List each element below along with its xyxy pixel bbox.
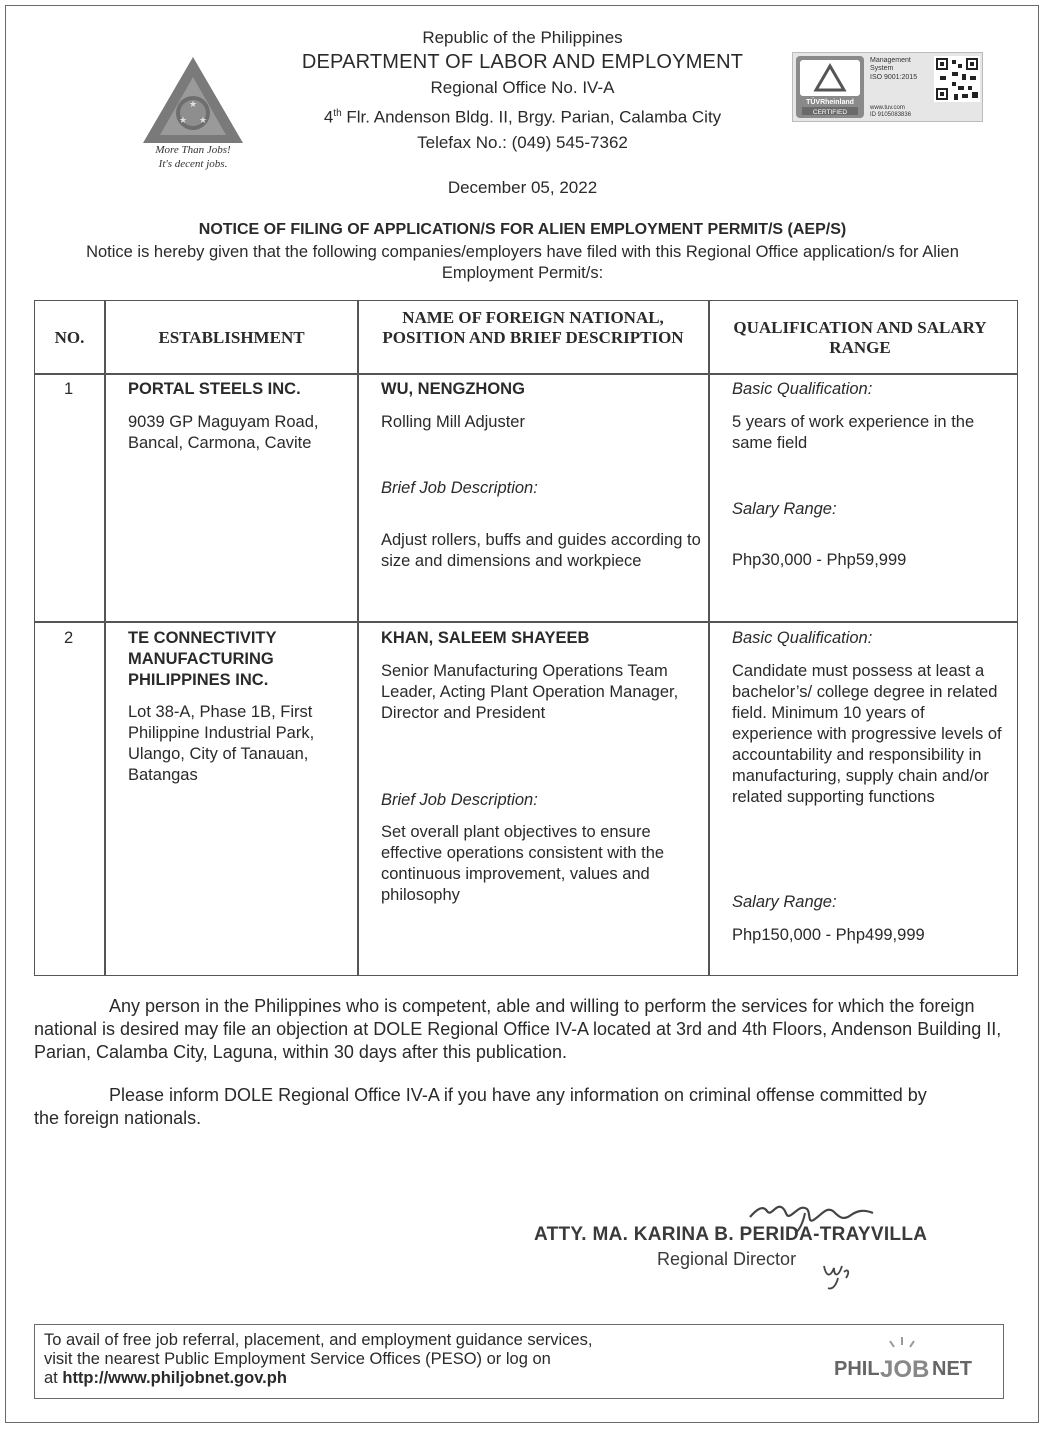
svg-text:ISO 9001:2015: ISO 9001:2015 (870, 74, 918, 81)
svg-text:www.tuv.com: www.tuv.com (870, 105, 905, 111)
tuv-certification-badge (792, 52, 983, 122)
header-establishment: ESTABLISHMENT (158, 328, 305, 347)
dole-logo (138, 55, 248, 173)
telefax: Telefax No.: (049) 545-7362 (417, 132, 628, 152)
row1-brief: Adjust rollers, buffs and guides according to size and dimensions and workpiece (381, 531, 701, 570)
svg-text:System: System (870, 65, 894, 72)
row2-no: 2 (64, 629, 74, 647)
aep-applications-table (34, 300, 1018, 976)
row1-name: WU, NENGZHONG (381, 380, 525, 398)
signatory-name: ATTY. MA. KARINA B. PERIDA-TRAYVILLA (534, 1224, 928, 1245)
svg-text:★: ★ (198, 115, 208, 125)
row1-brief-label: Brief Job Description: (381, 479, 538, 497)
row1-salary: Php30,000 - Php59,999 (732, 551, 907, 569)
philjobnet-logo (830, 1333, 975, 1393)
row2-position: Senior Manufacturing Operations Team Leader, Acting Plant Operation Manager, Director and President (381, 662, 679, 722)
department-name: DEPARTMENT OF LABOR AND EMPLOYMENT (301, 51, 744, 73)
notice-date: December 05, 2022 (447, 178, 598, 197)
svg-text:★: ★ (188, 99, 198, 109)
svg-text:JOB: JOB (880, 1356, 930, 1383)
svg-text:ID 9105083836: ID 9105083836 (870, 112, 912, 118)
signatory-title: Regional Director (657, 1249, 797, 1269)
row2-brief: Set overall plant objectives to ensure effective operations consistent with the continuous improvement, values and philosophy (381, 823, 665, 904)
svg-text:CERTIFIED: CERTIFIED (812, 109, 848, 116)
row1-qual-label: Basic Qualification: (732, 380, 873, 398)
svg-text:NET: NET (932, 1358, 972, 1380)
row2-qualification: Candidate must possess at least a bachelor’s/ college degree in related field. Minimum 10 years of experience with progressive levels of accountability and responsibility in manufacturing, supply chain and/or related supporting functions (732, 662, 1002, 806)
row1-position: Rolling Mill Adjuster (381, 413, 525, 431)
inform-paragraph: Please inform DOLE Regional Office IV-A if you have any information on criminal offense committed by the foreign nationals. (34, 1085, 927, 1128)
office-address: 4th Flr. Andenson Bldg. II, Brgy. Parian, Calamba City (323, 107, 722, 127)
row1-no: 1 (64, 380, 74, 398)
row2-salary-label: Salary Range: (732, 893, 837, 911)
row1-address: 9039 GP Maguyam Road, Bancal, Carmona, Cavite (128, 413, 319, 452)
svg-text:Management: Management (870, 57, 911, 64)
row2-qual-label: Basic Qualification: (732, 629, 873, 647)
notice-intro: Notice is hereby given that the following companies/employers have filed with this Regional Office application/s for Alien Employment Permit/s: (86, 243, 959, 282)
regional-office: Regional Office No. IV-A (430, 78, 615, 97)
header-no: NO. (54, 328, 85, 347)
svg-text:★: ★ (178, 115, 188, 125)
header-qualification: QUALIFICATION AND SALARY RANGE (733, 318, 987, 357)
svg-text:PHIL: PHIL (834, 1358, 880, 1380)
row2-brief-label: Brief Job Description: (381, 791, 538, 809)
philjobnet-link[interactable]: http://www.philjobnet.gov.ph (62, 1369, 287, 1387)
row2-name: KHAN, SALEEM SHAYEEB (381, 629, 590, 647)
footer-text: To avail of free job referral, placement, and employment guidance services, visit the nearest Public Employment Service Offices (PESO) or log on at http://www.philjobnet.gov.ph (44, 1331, 593, 1387)
notice-title: NOTICE OF FILING OF APPLICATION/S FOR ALIEN EMPLOYMENT PERMIT/S (AEP/S) (198, 221, 847, 238)
initials-mark (820, 1258, 854, 1292)
svg-text:TÜVRheinland: TÜVRheinland (806, 99, 854, 106)
letterhead (250, 27, 795, 155)
republic-line: Republic of the Philippines (422, 28, 623, 47)
svg-text:More Than Jobs!: More Than Jobs! (155, 144, 231, 156)
svg-text:It's decent jobs.: It's decent jobs. (158, 158, 228, 170)
header-foreign-national: NAME OF FOREIGN NATIONAL, POSITION AND BRIEF DESCRIPTION (382, 308, 684, 347)
footer-box (34, 1324, 1004, 1399)
row2-salary: Php150,000 - Php499,999 (732, 926, 925, 944)
row2-address: Lot 38-A, Phase 1B, First Philippine Industrial Park, Ulango, City of Tanauan, Batangas (128, 703, 315, 784)
row2-company: TE CONNECTIVITY MANUFACTURING PHILIPPINES INC. (128, 629, 277, 689)
row1-salary-label: Salary Range: (732, 500, 837, 518)
row1-company: PORTAL STEELS INC. (128, 380, 301, 398)
objection-paragraph: Any person in the Philippines who is competent, able and willing to perform the services for which the foreign national is desired may file an objection at DOLE Regional Office IV-A located at 3rd and 4th Floors, Andenson Building II, Parian, Calamba City, Laguna, within 30 days after this publication. (34, 996, 1002, 1062)
row1-qualification: 5 years of work experience in the same field (732, 413, 975, 452)
qr-code-icon (934, 56, 980, 102)
